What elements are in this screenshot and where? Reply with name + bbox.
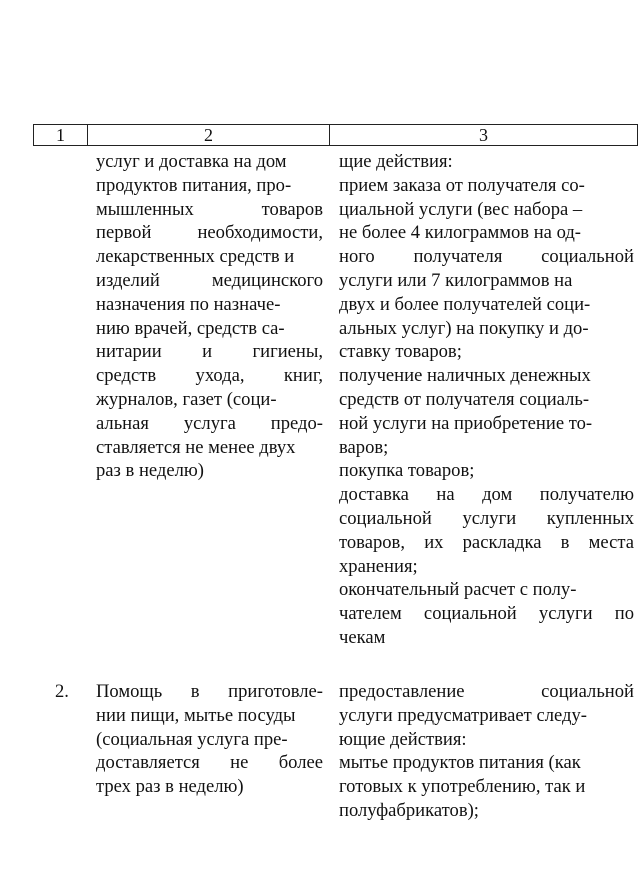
text-line: социальной услуги купленных [339, 507, 634, 529]
text-line: услуг и доставка на дом [96, 151, 287, 172]
text-line: циальной услуги (вес набора – [339, 198, 583, 220]
text-line: щие действия: [339, 151, 453, 172]
table-header-row [33, 124, 638, 146]
text-line: нию врачей, средств са- [96, 317, 285, 339]
text-line: Помощь в приготовле- [96, 681, 323, 702]
text-line: доставляется не более [96, 752, 323, 774]
text-line: чекам [339, 626, 386, 648]
text-line: чателем социальной услуги по [339, 603, 634, 625]
text-line: услуги или 7 килограммов на [339, 269, 573, 291]
text-line: журналов, газет (соци- [96, 388, 277, 410]
header-col-2: 2 [88, 125, 330, 145]
text-line: не более 4 килограммов на од- [339, 222, 581, 244]
text-line: хранения; [339, 555, 418, 577]
text-line: средств от получателя социаль- [339, 388, 590, 410]
text-line: доставка на дом получателю [339, 484, 634, 506]
text-line: раз в неделю) [96, 460, 205, 482]
text-line: мышленных товаров [96, 198, 323, 220]
text-line: прием заказа от получателя со- [339, 174, 585, 196]
text-line: средств ухода, книг, [96, 365, 323, 387]
text-line: варов; [339, 436, 389, 458]
text-line: альная услуга предо- [96, 412, 323, 434]
text-line: нии пищи, мытье посуды [96, 704, 296, 726]
header-col-1: 1 [34, 125, 88, 145]
row-2-service-description [96, 680, 323, 799]
text-line: полуфабрикатов); [339, 799, 479, 821]
text-line: лекарственных средств и [96, 246, 295, 268]
text-line: двух и более получателей соци- [339, 293, 591, 315]
text-line: нитарии и гигиены, [96, 341, 323, 363]
text-line: альных услуг) на покупку и до- [339, 317, 589, 339]
text-line: первой необходимости, [96, 222, 323, 244]
text-line: изделий медицинского [96, 269, 323, 291]
text-line: покупка товаров; [339, 460, 475, 482]
text-line: (социальная услуга пре- [96, 728, 288, 750]
text-line: окончательный расчет с полу- [339, 579, 577, 601]
text-line: предоставление социальной [339, 681, 634, 702]
text-line: трех раз в неделю) [96, 776, 244, 798]
row-2-service-actions [339, 680, 634, 823]
text-line: ющие действия: [339, 728, 467, 750]
text-line: услуги предусматривает следу- [339, 704, 587, 726]
text-line: мытье продуктов питания (как [339, 752, 581, 774]
text-line: готовых к употреблению, так и [339, 776, 586, 798]
text-line: ставляется не менее двух [96, 436, 296, 458]
text-line: получение наличных денежных [339, 365, 591, 387]
row-2-number: 2. [55, 681, 69, 702]
row-1-service-actions [339, 150, 634, 650]
text-line: продуктов питания, про- [96, 174, 292, 196]
text-line: назначения по назначе- [96, 293, 281, 315]
row-1-service-description [96, 150, 323, 483]
text-line: ной услуги на приобретение то- [339, 412, 593, 434]
header-col-3: 3 [479, 125, 488, 145]
text-line: ного получателя социальной [339, 246, 634, 268]
text-line: ставку товаров; [339, 341, 462, 363]
text-line: товаров, их раскладка в места [339, 531, 634, 553]
